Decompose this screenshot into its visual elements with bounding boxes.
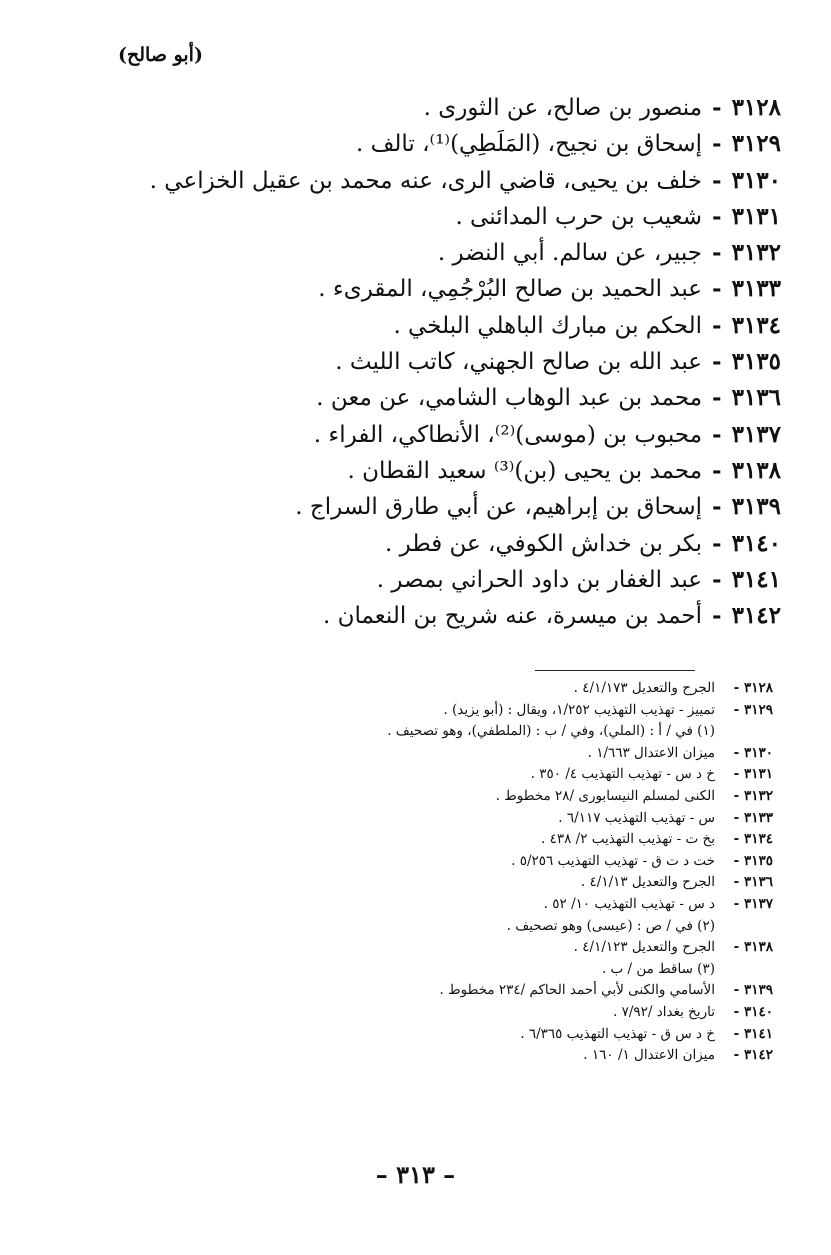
source-note-row — [253, 743, 773, 765]
note-number: ٣١٣٧ - — [733, 895, 773, 912]
entry-dash: - — [712, 602, 722, 630]
source-note-row — [253, 1045, 773, 1067]
entry-row — [141, 271, 781, 307]
entry-dash: - — [712, 130, 722, 158]
entry-dash: - — [712, 420, 722, 448]
note-number: ٣١٢٩ - — [733, 701, 773, 718]
entry-number: ٣١٣٠ — [731, 166, 781, 194]
entry-text: محبوب بن (موسى)⁽²⁾، الأنطاكي، الفراء . — [313, 421, 703, 448]
entry-dash: - — [712, 565, 722, 593]
footnote-list — [253, 678, 773, 1067]
entry-number: ٣١٤١ — [731, 565, 781, 593]
note-text: الجرح والتعديل ٤/١/١٧٣ . — [573, 680, 715, 696]
note-text: الجرح والتعديل ٤/١/١٢٣ . — [573, 939, 715, 956]
note-text: (١) في / أ : (الملي)، وفي / ب : (الملطفي)، وهو تصحيف . — [387, 723, 715, 740]
note-text: تمييز - تهذيب التهذيب ١/٢٥٢، ويقال : (أبو يزيد) . — [443, 701, 715, 718]
entry-row — [141, 344, 781, 380]
entry-row — [141, 526, 781, 562]
footnote-row — [253, 721, 773, 743]
source-note-row — [253, 786, 773, 808]
source-note-row — [253, 851, 773, 873]
note-text: (٣) ساقط من / ب . — [601, 960, 715, 977]
entry-number: ٣١٤٢ — [731, 602, 781, 630]
entry-text: جبير، عن سالم. أبي النضر . — [437, 240, 703, 267]
entry-dash: - — [712, 275, 722, 303]
note-text: بخ ت - تهذيب التهذيب ٢/ ٤٣٨ . — [540, 831, 715, 848]
footnote-row — [253, 916, 773, 938]
running-head: (أبو صالح) — [118, 44, 203, 66]
entry-dash: - — [712, 348, 722, 376]
note-text: ميزان الاعتدال ١/ ١٦٠ . — [583, 1047, 715, 1064]
note-number: ٣١٣٢ - — [733, 787, 773, 804]
source-note-row — [253, 937, 773, 959]
entry-text: عبد الله بن صالح الجهني، كاتب الليث . — [335, 349, 703, 376]
note-number: ٣١٤٢ - — [733, 1047, 773, 1064]
note-number: ٣١٣٦ - — [733, 874, 773, 891]
source-note-row — [253, 808, 773, 830]
entry-list — [141, 90, 781, 634]
entry-row — [141, 126, 781, 162]
entry-number: ٣١٣٩ — [731, 493, 781, 521]
entry-text: شعيب بن حرب المدائنى . — [455, 203, 703, 230]
entry-row — [141, 90, 781, 126]
source-note-row — [253, 678, 773, 700]
source-note-row — [253, 980, 773, 1002]
source-note-row — [253, 894, 773, 916]
entry-dash: - — [712, 493, 722, 521]
entry-number: ٣١٢٩ — [731, 130, 781, 158]
note-text: الأسامي والكنى لأبي أحمد الحاكم /٢٣٤ مخطوط . — [439, 982, 715, 999]
entry-row — [141, 308, 781, 344]
entry-row — [141, 562, 781, 598]
entry-number: ٣١٣٤ — [731, 311, 781, 339]
note-text: تاريخ بغداد /٧/٩٢ . — [612, 1003, 715, 1020]
note-text: خ د س ق - تهذيب التهذيب ٦/٣٦٥ . — [520, 1025, 715, 1042]
note-text: ميزان الاعتدال ١/٦٦٣ . — [587, 744, 715, 761]
entry-text: منصور بن صالح، عن الثورى . — [423, 95, 703, 121]
note-number: ٣١٣٤ - — [733, 831, 773, 848]
entry-number: ٣١٣٦ — [731, 384, 781, 412]
entry-text: خلف بن يحيى، قاضي الرى، عنه محمد بن عقيل الخزاعي . — [149, 167, 703, 194]
page-number: – ٣١٣ – — [375, 1160, 456, 1189]
entry-row — [141, 453, 781, 489]
footnote-row — [253, 959, 773, 981]
entry-number: ٣١٣٢ — [731, 239, 781, 267]
entry-dash: - — [712, 529, 722, 557]
note-number: ٣١٤٠ - — [733, 1003, 773, 1020]
entry-row — [141, 598, 781, 634]
entry-dash: - — [712, 94, 722, 121]
entry-dash: - — [712, 239, 722, 267]
note-text: خ د س - تهذيب التهذيب ٤/ ٣٥٠ . — [530, 766, 715, 783]
entry-text: عبد الحميد بن صالح البُرْجُمِي، المقرىء . — [318, 276, 703, 303]
entry-text: محمد بن عبد الوهاب الشامي، عن معن . — [316, 385, 703, 412]
entry-dash: - — [712, 166, 722, 194]
entry-number: ٣١٣٥ — [731, 348, 781, 376]
note-text: الجرح والتعديل ٤/١/١٣ . — [580, 874, 715, 891]
entry-text: بكر بن خداش الكوفي، عن فطر . — [385, 530, 703, 557]
entry-number: ٣١٣٨ — [731, 456, 781, 484]
source-note-row — [253, 764, 773, 786]
entry-number: ٣١٤٠ — [731, 529, 781, 557]
entry-row — [141, 235, 781, 271]
entry-number: ٣١٣٧ — [731, 420, 781, 448]
footnote-rule — [535, 670, 695, 671]
entry-dash: - — [712, 311, 722, 339]
note-text: (٢) في / ص : (عيسى) وهو تصحيف . — [506, 917, 715, 934]
entry-text: إسحاق بن نجيح، (المَلَطِي)⁽¹⁾، تالف . — [355, 131, 703, 158]
entry-row — [141, 417, 781, 453]
entry-text: عبد الغفار بن داود الحراني بمصر . — [376, 566, 703, 593]
entry-row — [141, 199, 781, 235]
entry-text: الحكم بن مبارك الباهلي البلخي . — [393, 312, 703, 339]
note-number: ٣١٣٥ - — [733, 852, 773, 869]
entry-dash: - — [712, 456, 722, 484]
note-text: خت د ت ق - تهذيب التهذيب ٥/٢٥٦ . — [511, 852, 715, 869]
note-text: د س - تهذيب التهذيب ١٠/ ٥٢ . — [543, 895, 715, 912]
entry-row — [141, 380, 781, 416]
entry-dash: - — [712, 202, 722, 230]
source-note-row — [253, 1024, 773, 1046]
note-number: ٣١٤١ - — [733, 1025, 773, 1042]
entry-text: إسحاق بن إبراهيم، عن أبي طارق السراج . — [295, 494, 703, 521]
entry-number: ٣١٣١ — [731, 202, 781, 230]
source-note-row — [253, 872, 773, 894]
note-number: ٣١٣٨ - — [733, 939, 773, 956]
entry-dash: - — [712, 384, 722, 412]
source-note-row — [253, 829, 773, 851]
note-number: ٣١٣٩ - — [733, 982, 773, 999]
entry-row — [141, 489, 781, 525]
note-number: ٣١٢٨ - — [733, 680, 773, 696]
entry-text: أحمد بن ميسرة، عنه شريح بن النعمان . — [322, 603, 703, 630]
entry-text: محمد بن يحيى (بن)⁽³⁾ سعيد القطان . — [347, 457, 703, 484]
source-note-row — [253, 1002, 773, 1024]
entry-row — [141, 163, 781, 199]
note-number: ٣١٣٣ - — [733, 809, 773, 826]
note-text: س - تهذيب التهذيب ٦/١١٧ . — [558, 809, 715, 826]
note-text: الكنى لمسلم النيسابورى /٢٨ مخطوط . — [495, 787, 715, 804]
entry-number: ٣١٣٣ — [731, 275, 781, 303]
note-number: ٣١٣٠ - — [733, 744, 773, 761]
source-note-row — [253, 700, 773, 722]
note-number: ٣١٣١ - — [733, 766, 773, 783]
entry-number: ٣١٢٨ — [731, 94, 781, 121]
